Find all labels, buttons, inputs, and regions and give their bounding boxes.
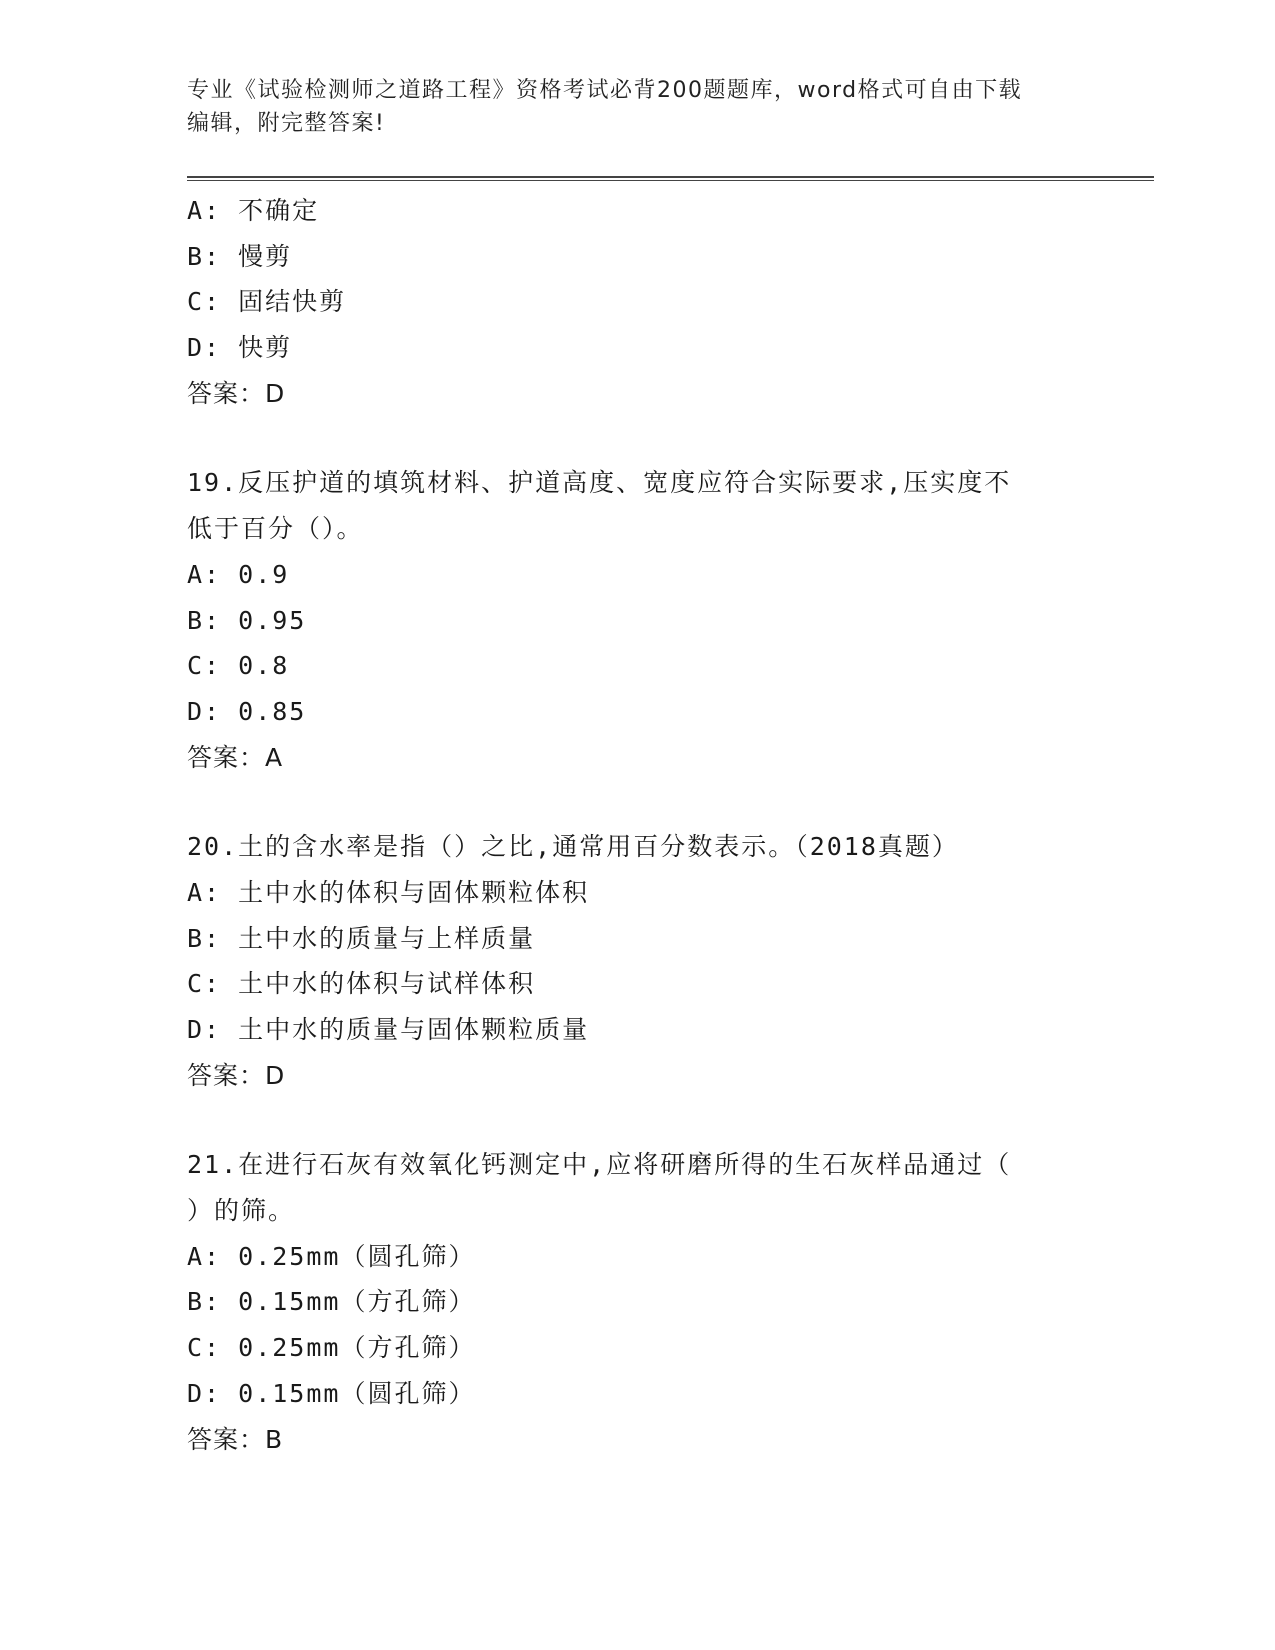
option-d: D: 土中水的质量与固体颗粒质量	[187, 1015, 590, 1044]
question-stem: ）的筛。	[187, 1196, 296, 1226]
option-b: B: 0.15mm（方孔筛）	[187, 1287, 476, 1317]
option-a: A: 0.9	[187, 559, 290, 589]
option-c: C: 土中水的体积与试样体积	[187, 969, 536, 999]
option-a: A: 0.25mm（圆孔筛）	[187, 1241, 476, 1271]
answer: 答案：D	[187, 1060, 286, 1090]
option-d: D: 快剪	[187, 333, 293, 363]
question-block-19	[187, 460, 1087, 780]
answer: 答案：B	[187, 1424, 284, 1454]
spacer	[187, 416, 1087, 460]
spacer	[187, 780, 1087, 824]
header-divider	[187, 176, 1154, 181]
question-stem: 21.在进行石灰有效氧化钙测定中,应将研磨所得的生石灰样品通过（	[187, 1150, 1012, 1180]
question-stem: 19.反压护道的填筑材料、护道高度、宽度应符合实际要求,压实度不	[187, 468, 1012, 498]
answer: 答案：D	[187, 378, 286, 408]
answer: 答案：A	[187, 742, 284, 772]
question-stem: 低于百分（）。	[187, 514, 364, 544]
option-b: B: 土中水的质量与上样质量	[187, 923, 536, 953]
question-block-21	[187, 1142, 1087, 1462]
question-block-18	[187, 188, 1087, 416]
option-d: D: 0.15mm（圆孔筛）	[187, 1378, 476, 1408]
header-line-2: 编辑，附完整答案!	[187, 111, 386, 136]
spacer	[187, 1098, 1087, 1142]
question-stem: 20.土的含水率是指（）之比,通常用百分数表示。（2018真题）	[187, 832, 959, 862]
question-block-20	[187, 824, 1087, 1098]
option-a: A: 不确定	[187, 196, 320, 225]
option-b: B: 慢剪	[187, 241, 293, 271]
option-c: C: 固结快剪	[187, 287, 347, 317]
option-a: A: 土中水的体积与固体颗粒体积	[187, 877, 590, 907]
option-c: C: 0.25mm（方孔筛）	[187, 1333, 476, 1363]
option-c: C: 0.8	[187, 651, 290, 681]
option-d: D: 0.85	[187, 696, 307, 726]
header-line-1: 专业《试验检测师之道路工程》资格考试必背200题题库，word格式可自由下载	[187, 78, 1023, 103]
page-header	[187, 74, 1087, 140]
document-body	[187, 188, 1087, 1462]
option-b: B: 0.95	[187, 605, 307, 635]
